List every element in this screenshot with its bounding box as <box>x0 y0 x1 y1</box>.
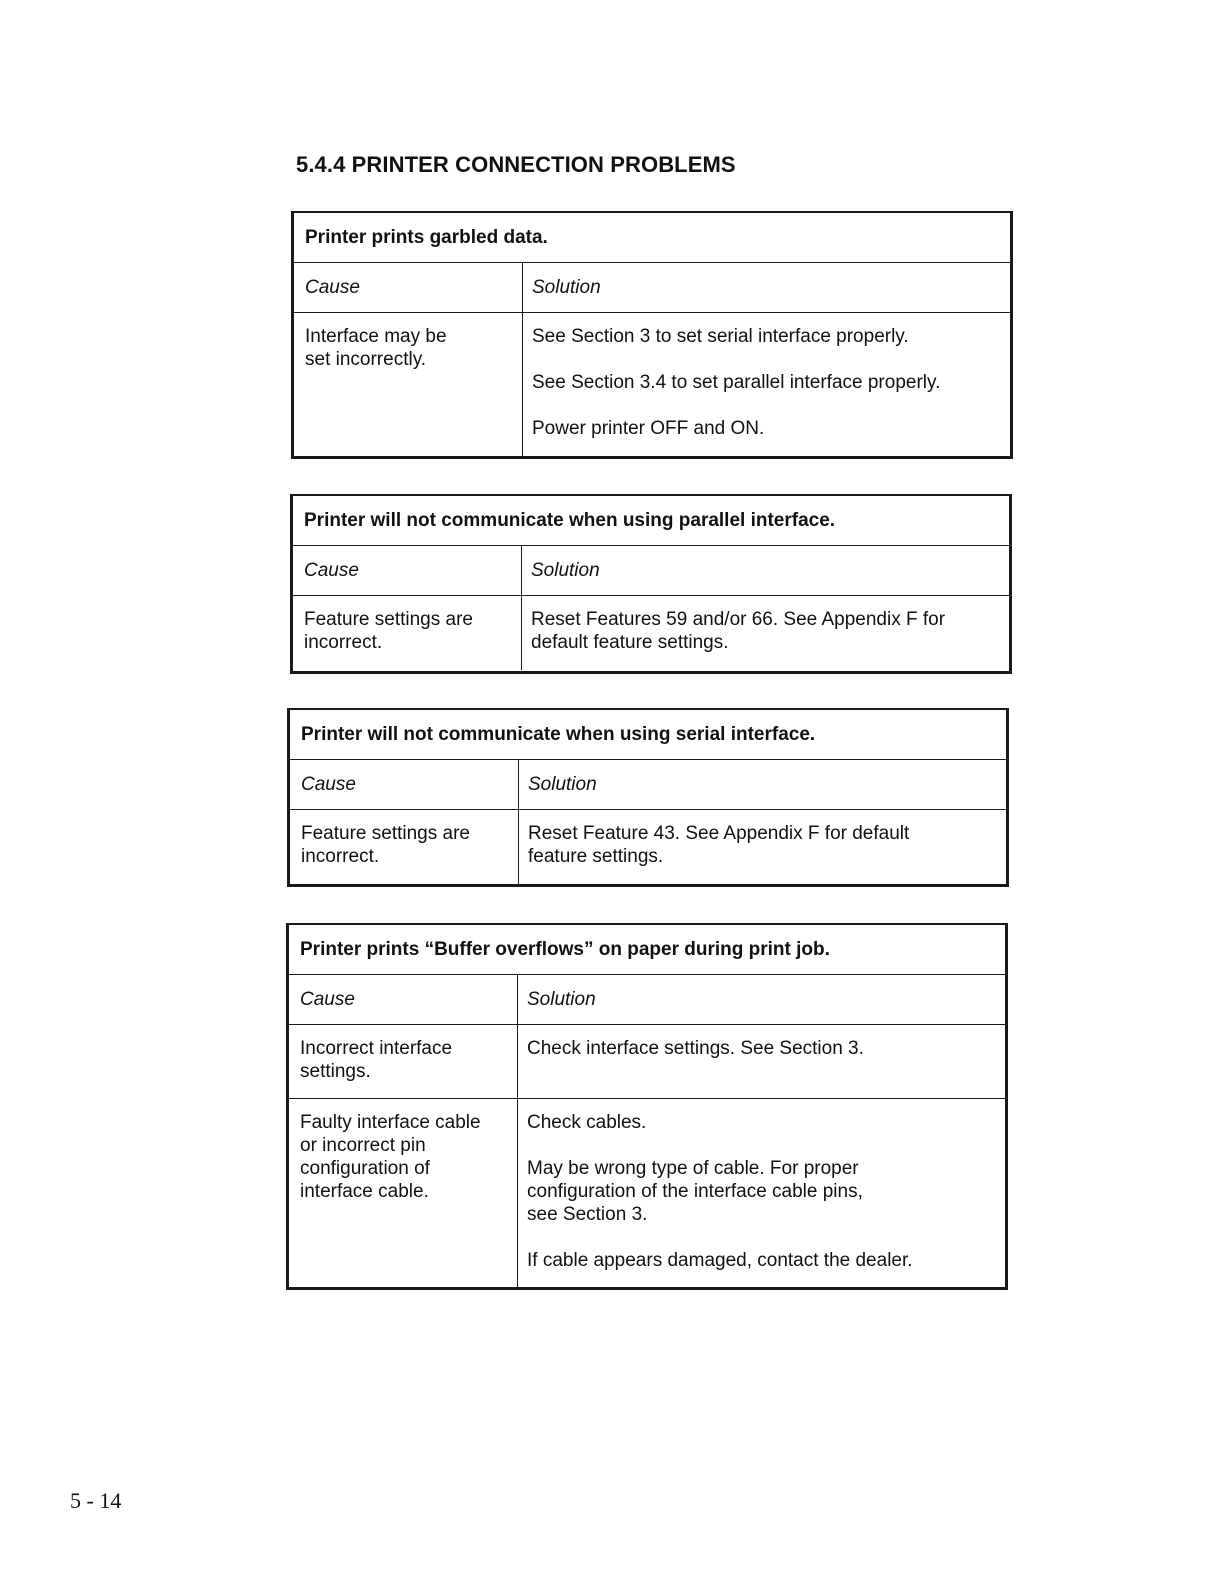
solution-cell <box>523 313 1010 456</box>
problem-title: Printer will not communicate when using parallel interface. <box>293 496 1009 546</box>
cause-header: Cause <box>290 760 519 809</box>
solution-text: See Section 3 to set serial interface properly. <box>532 326 909 347</box>
cause-cell: Feature settings are incorrect. <box>293 596 522 670</box>
solution-text: Reset Features 59 and/or 66. See Appendix F for default feature settings. <box>531 609 946 653</box>
problem-title: Printer prints garbled data. <box>294 213 1010 263</box>
table-row <box>294 313 1010 456</box>
cause-cell: Interface may be set incorrectly. <box>294 313 523 456</box>
table-row <box>293 596 1009 670</box>
solution-header: Solution <box>532 276 601 298</box>
cause-cell: Faulty interface cable or incorrect pin configuration of interface cable. <box>289 1099 518 1287</box>
solution-header: Solution <box>528 773 597 795</box>
troubleshooting-table-serial-interface <box>287 708 1009 887</box>
table-header-row <box>293 546 1009 596</box>
solution-text: Power printer OFF and ON. <box>532 418 765 439</box>
table-header-row <box>294 263 1010 313</box>
solution-text: Reset Feature 43. See Appendix F for default feature settings. <box>528 823 910 867</box>
page-number: 5 - 14 <box>70 1488 122 1513</box>
table-row <box>290 810 1006 884</box>
solution-text: Check interface settings. See Section 3. <box>527 1038 864 1059</box>
solution-header: Solution <box>527 988 596 1010</box>
troubleshooting-table-parallel-interface <box>290 494 1012 674</box>
solution-cell <box>518 1025 1005 1098</box>
section-title: 5.4.4 PRINTER CONNECTION PROBLEMS <box>296 152 736 177</box>
solution-cell <box>519 810 1006 884</box>
solution-text: Check cables. <box>527 1112 647 1133</box>
solution-text: See Section 3.4 to set parallel interface properly. <box>532 372 941 393</box>
solution-text: If cable appears damaged, contact the dealer. <box>527 1250 913 1271</box>
cause-cell: Feature settings are incorrect. <box>290 810 519 884</box>
table-row <box>289 1098 1005 1287</box>
solution-cell <box>518 1099 1005 1287</box>
table-header-row <box>289 975 1005 1025</box>
cause-header: Cause <box>289 975 518 1024</box>
solution-header: Solution <box>531 559 600 581</box>
troubleshooting-table-garbled-data <box>291 211 1013 459</box>
cause-cell: Incorrect interface settings. <box>289 1025 518 1098</box>
table-header-row <box>290 760 1006 810</box>
problem-title: Printer prints “Buffer overflows” on paper during print job. <box>289 925 1005 975</box>
cause-header: Cause <box>293 546 522 595</box>
problem-title: Printer will not communicate when using serial interface. <box>290 710 1006 760</box>
table-row <box>289 1025 1005 1098</box>
solution-cell <box>522 596 1009 670</box>
cause-header: Cause <box>294 263 523 312</box>
solution-text: May be wrong type of cable. For proper configuration of the interface cable pins, see Section 3. <box>527 1158 863 1225</box>
troubleshooting-table-buffer-overflows <box>286 923 1008 1290</box>
